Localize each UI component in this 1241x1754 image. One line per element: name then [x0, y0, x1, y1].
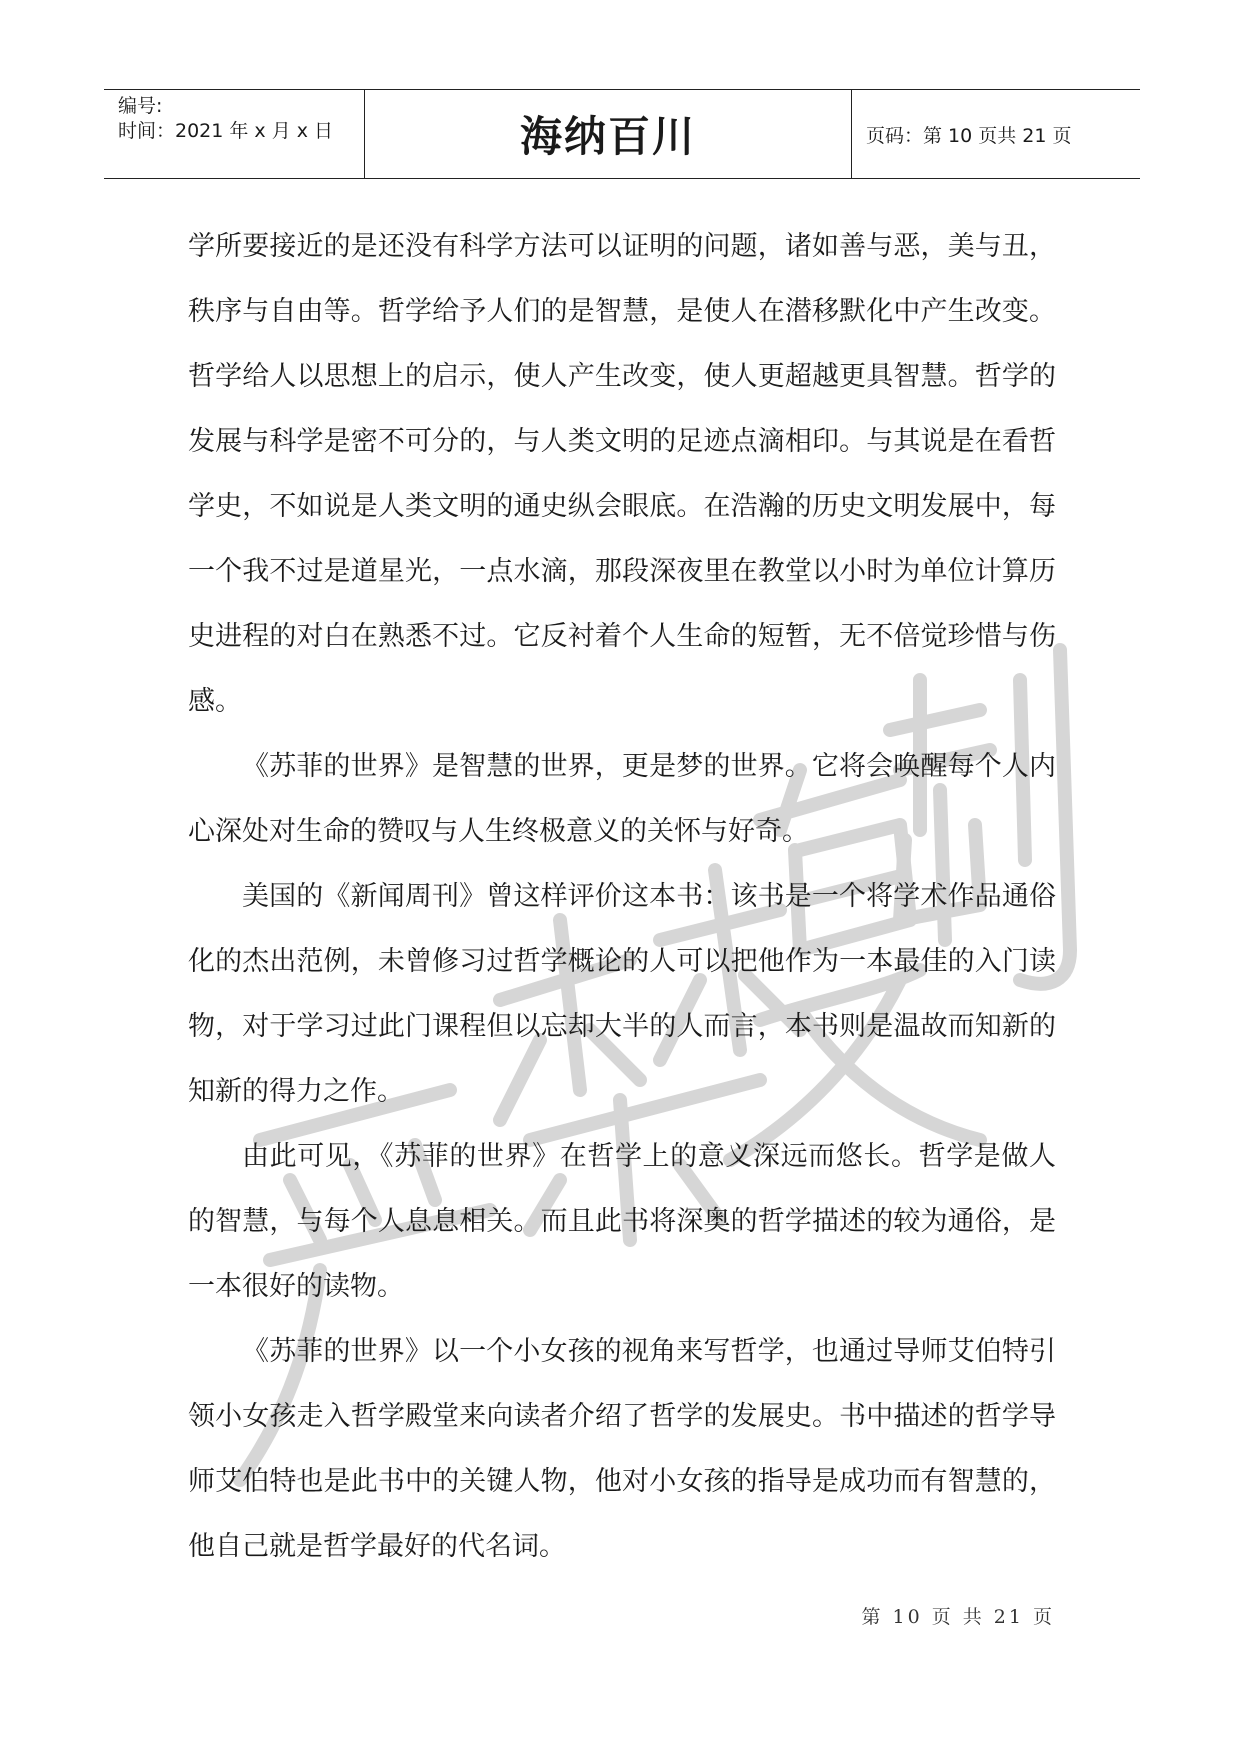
paragraph-3: 美国的《新闻周刊》曾这样评价这本书：该书是一个将学术作品通俗化的杰出范例，未曾修习过哲学概论的人可以把他作为一本最佳的入门读物，对于学习过此门课程但以忘却大半的人而言，本书则是温故而知新的知新的得力之作。 — [188, 881, 1056, 1107]
header-title: 海纳百川 — [365, 90, 852, 178]
paragraph-4: 由此可见，《苏菲的世界》在哲学上的意义深远而悠长。哲学是做人的智慧，与每个人息息相关。而且此书将深奥的哲学描述的较为通俗，是一本很好的读物。 — [188, 1141, 1056, 1302]
paragraph-2: 《苏菲的世界》是智慧的世界，更是梦的世界。它将会唤醒每个人内心深处对生命的赞叹与人生终极意义的关怀与好奇。 — [188, 751, 1056, 847]
paragraph-5: 《苏菲的世界》以一个小女孩的视角来写哲学，也通过导师艾伯特引领小女孩走入哲学殿堂来向读者介绍了哲学的发展史。书中描述的哲学导师艾伯特也是此书中的关键人物，他对小女孩的指导是成功而有智慧的，他自己就是哲学最好的代名词。 — [188, 1336, 1056, 1562]
document-id-label: 编号: — [118, 95, 163, 117]
document-time: 时间：2021 年 x 月 x 日 — [118, 120, 334, 142]
page-footer-number: 第 10 页 共 21 页 — [861, 1606, 1055, 1628]
header-page-info: 页码：第 10 页共 21 页 — [866, 124, 1072, 147]
header-meta — [104, 90, 365, 178]
paragraph-1: 学所要接近的是还没有科学方法可以证明的问题，诸如善与恶，美与丑，秩序与自由等。哲学给予人们的是智慧，是使人在潜移默化中产生改变。哲学给人以思想上的启示，使人产生改变，使人更超越更具智慧。哲学的发展与科学是密不可分的，与人类文明的足迹点滴相印。与其说是在看哲学史，不如说是人类文明的通史纵会眼底。在浩瀚的历史文明发展中，每一个我不过是道星光，一点水滴，那段深夜里在教堂以小时为单位计算历史进程的对白在熟悉不过。它反衬着个人生命的短暂，无不倍觉珍惜与伤感。 — [188, 231, 1056, 717]
document-body — [188, 214, 1056, 1579]
page-header — [104, 89, 1140, 179]
